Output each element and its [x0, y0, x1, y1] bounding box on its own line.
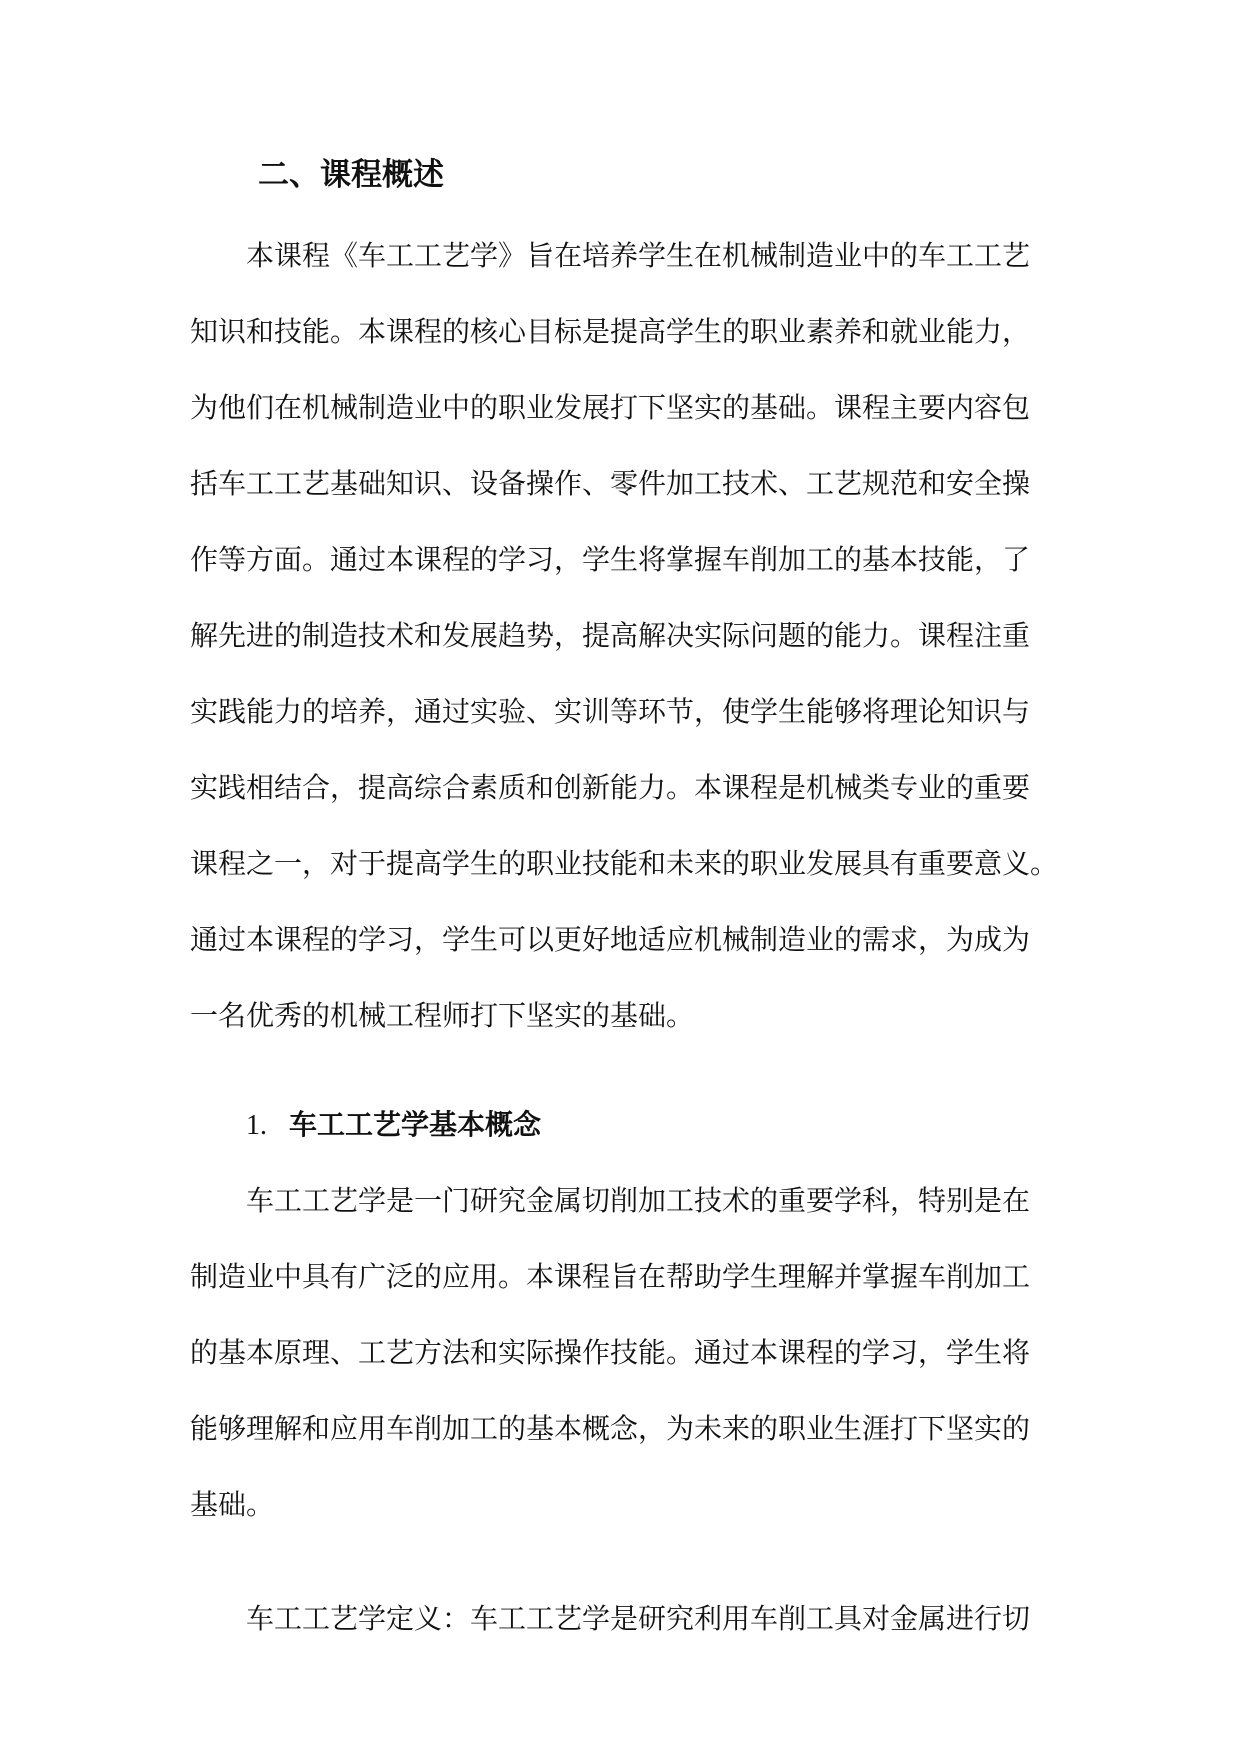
paragraph-line: 知识和技能。本课程的核心目标是提高学生的职业素养和就业能力， — [190, 315, 1031, 348]
subsection-title: 车工工艺学基本概念 — [289, 1108, 542, 1141]
paragraph-line: 通过本课程的学习，学生可以更好地适应机械制造业的需求，为成为 — [190, 923, 1031, 956]
paragraph-line: 本课程《车工工艺学》旨在培养学生在机械制造业中的车工工艺 — [246, 239, 1031, 272]
subsection-heading — [246, 1100, 541, 1151]
subsection-number: 1. — [246, 1110, 267, 1141]
paragraph-line: 实践能力的培养，通过实验、实训等环节，使学生能够将理论知识与 — [190, 695, 1031, 728]
paragraph-line: 制造业中具有广泛的应用。本课程旨在帮助学生理解并掌握车削加工 — [190, 1260, 1031, 1293]
paragraph-line: 为他们在机械制造业中的职业发展打下坚实的基础。课程主要内容包 — [190, 391, 1031, 424]
paragraph-line: 作等方面。通过本课程的学习，学生将掌握车削加工的基本技能，了 — [190, 543, 1031, 576]
paragraph-line: 课程之一，对于提高学生的职业技能和未来的职业发展具有重要意义。 — [190, 847, 1059, 880]
overview-paragraph — [190, 218, 1060, 1054]
paragraph-line: 车工工艺学是一门研究金属切削加工技术的重要学科，特别是在 — [246, 1184, 1031, 1217]
paragraph-line: 的基本原理、工艺方法和实际操作技能。通过本课程的学习，学生将 — [190, 1336, 1031, 1369]
paragraph-line: 能够理解和应用车削加工的基本概念，为未来的职业生涯打下坚实的 — [190, 1412, 1031, 1445]
paragraph-line: 一名优秀的机械工程师打下坚实的基础。 — [190, 999, 695, 1032]
paragraph-line: 解先进的制造技术和发展趋势，提高解决实际问题的能力。课程注重 — [190, 619, 1031, 652]
paragraph-line: 括车工工艺基础知识、设备操作、零件加工技术、工艺规范和安全操 — [190, 467, 1031, 500]
paragraph-line: 实践相结合，提高综合素质和创新能力。本课程是机械类专业的重要 — [190, 771, 1031, 804]
paragraph-line: 基础。 — [190, 1488, 275, 1521]
definition-paragraph — [190, 1581, 1060, 1657]
concept-paragraph — [190, 1163, 1060, 1543]
paragraph-line: 车工工艺学定义：车工工艺学是研究利用车削工具对金属进行切 — [246, 1602, 1031, 1635]
section-heading: 二、课程概述 — [258, 157, 444, 193]
